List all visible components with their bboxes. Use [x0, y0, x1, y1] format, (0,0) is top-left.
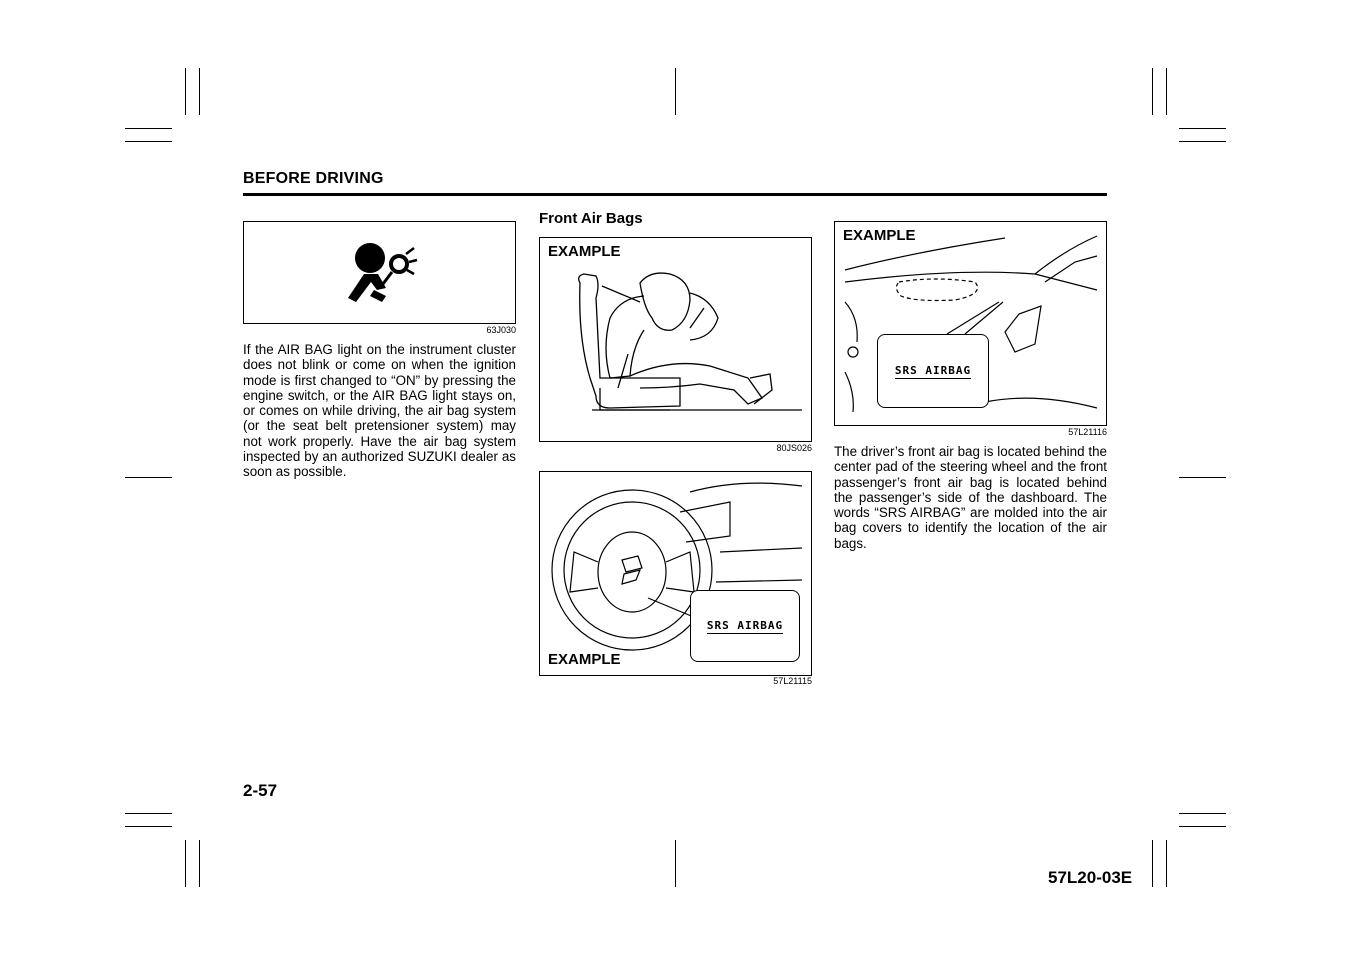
- steering-wheel-figure: [539, 471, 812, 676]
- page-number: 2-57: [243, 781, 278, 800]
- airbag-light-paragraph: If the AIR BAG light on the instrument cluster does not blink or come on when the ignition mode is first changed to “ON” by pressing the engine switch, or the AIR BAG light stays on, or comes on while driving, the air bag system (or the seat belt pretensioner system) may not work properly. Have the air bag system inspected by an authorized SUZUKI dealer as soon as possible.: [243, 342, 516, 480]
- seated-occupant-illustration: [540, 238, 813, 443]
- srs-airbag-text: SRS AIRBAG: [706, 618, 784, 632]
- figure-code: 57L21115: [773, 676, 812, 686]
- srs-airbag-badge: [877, 334, 989, 408]
- air-bag-icon-figure: [243, 221, 516, 324]
- example-label: EXAMPLE: [843, 227, 916, 244]
- example-label: EXAMPLE: [548, 243, 621, 260]
- air-bag-warning-icon: [344, 240, 424, 310]
- figure-code: 63J030: [486, 325, 516, 335]
- dashboard-airbag-figure: [834, 221, 1107, 426]
- figure-code: 80JS026: [776, 443, 812, 453]
- srs-airbag-badge: [690, 590, 800, 662]
- occupant-airbag-figure: [539, 237, 812, 442]
- example-label: EXAMPLE: [548, 651, 621, 668]
- header-rule: [243, 193, 1107, 196]
- section-title: BEFORE DRIVING: [243, 170, 384, 187]
- front-air-bags-paragraph: The driver’s front air bag is located behind the center pad of the steering wheel and the front passenger’s front air bag is located behind the passenger’s side of the dashboard. The words “SRS AIRBAG” are molded into the air bag covers to identify the location of the air bags.: [834, 444, 1107, 551]
- document-code: 57L20-03E: [1048, 868, 1133, 887]
- figure-code: 57L21116: [1068, 427, 1107, 437]
- srs-airbag-text: SRS AIRBAG: [894, 363, 972, 377]
- front-air-bags-heading: Front Air Bags: [539, 210, 643, 227]
